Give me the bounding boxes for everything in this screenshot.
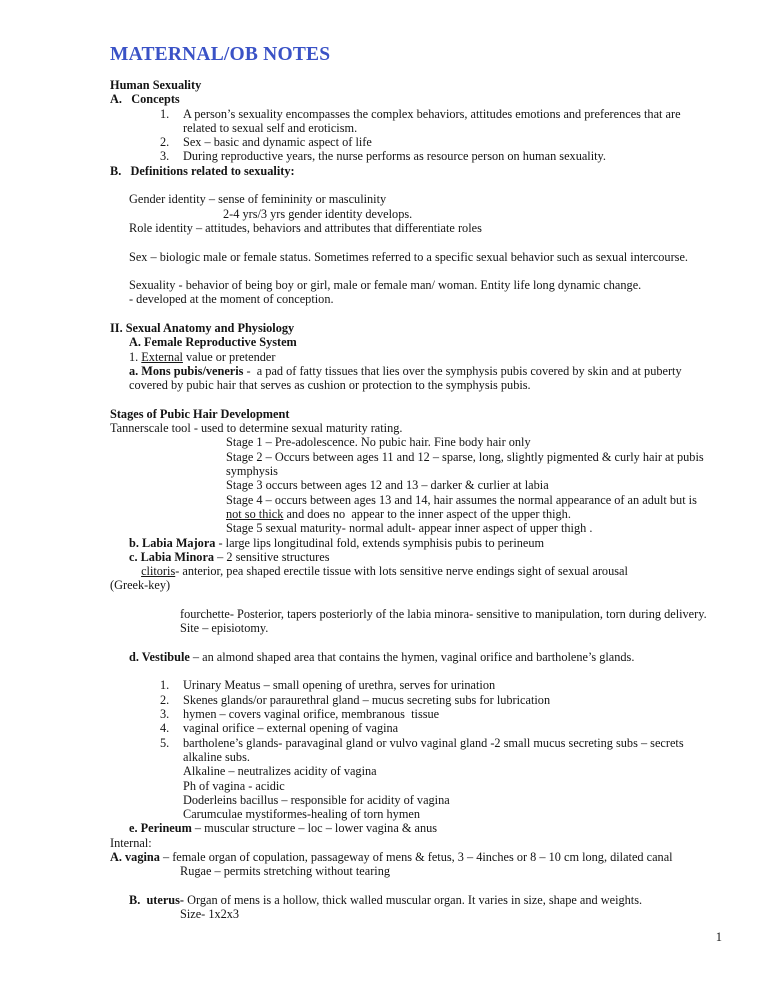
text-run: Stage 5 sexual maturity- normal adult- appear inner aspect of upper thigh . bbox=[226, 521, 593, 536]
text-run: and does no appear to the inner aspect of the upper thigh. bbox=[283, 506, 571, 521]
bold-text-run: Definitions related to sexuality: bbox=[130, 163, 295, 178]
text-run: (Greek-key) bbox=[110, 578, 171, 593]
text-line bbox=[160, 107, 728, 121]
text-line bbox=[226, 435, 728, 449]
text-run bbox=[122, 92, 131, 106]
bold-text-run: e. Perineum bbox=[129, 821, 192, 836]
list-number: 3. bbox=[160, 707, 170, 722]
text-line bbox=[110, 578, 728, 592]
text-run: Skenes glands/or paraurethral gland – mucus secreting subs for lubrication bbox=[183, 692, 551, 707]
text-run: Sex – biologic male or female status. Sometimes referred to a specific sexual behavior such as sexual intercourse. bbox=[129, 249, 688, 264]
list-number: 4. bbox=[160, 721, 170, 736]
bold-text-run: A. Female Reproductive System bbox=[129, 335, 297, 350]
text-run: Urinary Meatus – small opening of urethra, serves for urination bbox=[183, 678, 496, 693]
text-run: Rugae – permits stretching without tearing bbox=[180, 864, 391, 879]
text-run: – an almond shaped area that contains the hymen, vaginal orifice and bartholene’s glands. bbox=[189, 649, 635, 664]
text-line bbox=[180, 621, 728, 635]
bold-text-run: B. bbox=[129, 892, 141, 907]
bold-text-run: uterus- bbox=[146, 892, 185, 907]
document-body bbox=[110, 78, 728, 922]
text-line bbox=[110, 164, 728, 178]
text-line bbox=[138, 564, 728, 578]
blank-line bbox=[110, 393, 728, 407]
text-line bbox=[160, 707, 728, 721]
bold-text-run: a. Mons pubis/veneris bbox=[129, 363, 244, 378]
text-line bbox=[129, 536, 728, 550]
text-run: bartholene’s glands- paravaginal gland or vulvo vaginal gland -2 small mucus secreting subs – secrets bbox=[183, 735, 684, 750]
text-run: Stage 4 – occurs between ages 13 and 14, hair assumes the normal appearance of an adult but is bbox=[226, 492, 697, 507]
text-line bbox=[110, 321, 728, 335]
text-run: Organ of mens is a hollow, thick walled muscular organ. It varies in size, shape and weights. bbox=[184, 892, 643, 907]
text-run: A person’s sexuality encompasses the complex behaviors, attitudes emotions and preferences that are bbox=[183, 106, 681, 121]
text-run bbox=[121, 164, 130, 178]
text-line bbox=[129, 378, 728, 392]
list-number: 1. bbox=[160, 106, 170, 121]
text-run: Size- 1x2x3 bbox=[180, 907, 240, 922]
text-run: alkaline subs. bbox=[183, 749, 250, 764]
text-run: – 2 sensitive structures bbox=[214, 549, 330, 564]
underlined-text-run: not so thick bbox=[226, 506, 284, 521]
text-line bbox=[110, 421, 728, 435]
text-line bbox=[160, 678, 728, 692]
text-run: - anterior, pea shaped erectile tissue with lots sensitive nerve endings sight of sexual arousal bbox=[175, 564, 628, 579]
bold-text-run: Stages of Pubic Hair Development bbox=[110, 406, 290, 421]
text-line bbox=[129, 893, 728, 907]
text-line bbox=[183, 750, 728, 764]
text-line bbox=[129, 292, 728, 306]
text-line bbox=[129, 278, 728, 292]
text-run: - developed at the moment of conception. bbox=[129, 292, 334, 307]
text-run: Stage 1 – Pre-adolescence. No pubic hair. Fine body hair only bbox=[226, 435, 531, 450]
bold-text-run: c. Labia Minora bbox=[129, 549, 215, 564]
text-run: Alkaline – neutralizes acidity of vagina bbox=[183, 764, 377, 779]
blank-line bbox=[110, 593, 728, 607]
text-line bbox=[129, 364, 728, 378]
blank-line bbox=[110, 178, 728, 192]
text-run: 1. bbox=[129, 349, 142, 364]
text-line bbox=[226, 493, 728, 507]
text-run: Internal: bbox=[110, 835, 152, 850]
text-run: – muscular structure – loc – lower vagina & anus bbox=[191, 821, 438, 836]
text-line bbox=[226, 507, 728, 521]
text-line bbox=[226, 521, 728, 535]
list-number: 5. bbox=[160, 735, 170, 750]
text-line bbox=[129, 221, 728, 235]
text-line bbox=[180, 607, 728, 621]
text-run: Doderleins bacillus – responsible for acidity of vagina bbox=[183, 792, 450, 807]
bold-text-run: Concepts bbox=[131, 92, 180, 107]
page-number: 1 bbox=[715, 930, 722, 944]
page-title: MATERNAL/OB NOTES bbox=[110, 44, 331, 65]
text-line bbox=[183, 779, 728, 793]
text-line bbox=[226, 478, 728, 492]
bold-text-run: d. Vestibule bbox=[129, 649, 190, 664]
bold-text-run: b. Labia Majora bbox=[129, 535, 216, 550]
text-run: Site – episiotomy. bbox=[180, 621, 269, 636]
text-line bbox=[129, 550, 728, 564]
text-line bbox=[160, 736, 728, 750]
text-run: Tannerscale tool - used to determine sexual maturity rating. bbox=[110, 421, 403, 436]
text-line bbox=[183, 121, 728, 135]
list-number: 2. bbox=[160, 135, 170, 150]
text-line bbox=[180, 864, 728, 878]
text-run: related to sexual self and eroticism. bbox=[183, 120, 358, 135]
text-run: Gender identity – sense of femininity or masculinity bbox=[129, 192, 387, 207]
text-line bbox=[129, 650, 728, 664]
text-line bbox=[183, 793, 728, 807]
text-run: Role identity – attitudes, behaviors and attributes that differentiate roles bbox=[129, 220, 482, 235]
bold-text-run: B. bbox=[110, 163, 122, 178]
text-run: - a pad of fatty tissues that lies over the symphysis pubis covered by skin and at puberty bbox=[243, 363, 682, 378]
text-line bbox=[129, 335, 728, 349]
text-line bbox=[110, 78, 728, 92]
text-line bbox=[129, 250, 728, 264]
text-line bbox=[129, 192, 728, 206]
text-run: covered by pubic hair that serves as cushion or protection to the symphysis pubis. bbox=[129, 378, 531, 393]
text-run: - large lips longitudinal fold, extends symphisis pubis to perineum bbox=[215, 535, 545, 550]
text-run: Carumculae mystiformes-healing of torn hymen bbox=[183, 807, 420, 822]
bold-text-run: A. vagina bbox=[110, 850, 160, 865]
text-line bbox=[183, 764, 728, 778]
blank-line bbox=[110, 636, 728, 650]
text-line bbox=[183, 807, 728, 821]
text-run: Sex – basic and dynamic aspect of life bbox=[183, 135, 372, 150]
text-line bbox=[223, 207, 728, 221]
blank-line bbox=[110, 264, 728, 278]
text-run: Stage 2 – Occurs between ages 11 and 12 – sparse, long, slightly pigmented & curly hair at pubis bbox=[226, 449, 704, 464]
bold-text-run: A. bbox=[110, 92, 122, 107]
text-run: value or pretender bbox=[182, 349, 276, 364]
text-line bbox=[129, 821, 728, 835]
list-number: 3. bbox=[160, 149, 170, 164]
underlined-text-run: clitoris bbox=[141, 564, 176, 579]
text-run: symphysis bbox=[226, 464, 278, 479]
text-run: Sexuality - behavior of being boy or girl, male or female man/ woman. Entity life long dynamic change. bbox=[129, 278, 642, 293]
text-line bbox=[160, 721, 728, 735]
text-run: – female organ of copulation, passageway of mens & fetus, 3 – 4inches or 8 – 10 cm long, dilated canal bbox=[159, 850, 673, 865]
text-run: 2-4 yrs/3 yrs gender identity develops. bbox=[223, 206, 413, 221]
text-line bbox=[180, 907, 728, 921]
text-line bbox=[226, 450, 728, 464]
text-line bbox=[226, 464, 728, 478]
text-line bbox=[110, 407, 728, 421]
text-run: hymen – covers vaginal orifice, membranous tissue bbox=[183, 707, 440, 722]
bold-text-run: Human Sexuality bbox=[110, 78, 202, 92]
blank-line bbox=[110, 879, 728, 893]
bold-text-run: II. Sexual Anatomy and Physiology bbox=[110, 321, 295, 336]
text-run: Stage 3 occurs between ages 12 and 13 – darker & curlier at labia bbox=[226, 478, 549, 493]
text-line bbox=[160, 135, 728, 149]
blank-line bbox=[110, 235, 728, 249]
text-line bbox=[160, 149, 728, 163]
text-run: During reproductive years, the nurse performs as resource person on human sexuality. bbox=[183, 149, 606, 164]
underlined-text-run: External bbox=[141, 349, 183, 364]
list-number: 2. bbox=[160, 692, 170, 707]
list-number: 1. bbox=[160, 678, 170, 693]
text-run: Ph of vagina - acidic bbox=[183, 778, 285, 793]
text-run: vaginal orifice – external opening of vagina bbox=[183, 721, 399, 736]
blank-line bbox=[110, 664, 728, 678]
text-line bbox=[110, 850, 728, 864]
blank-line bbox=[110, 307, 728, 321]
text-line bbox=[160, 693, 728, 707]
text-line bbox=[129, 350, 728, 364]
text-line bbox=[110, 836, 728, 850]
text-run: fourchette- Posterior, tapers posteriorly of the labia minora- sensitive to manipulation, torn during delivery. bbox=[180, 606, 707, 621]
text-line bbox=[110, 92, 728, 106]
